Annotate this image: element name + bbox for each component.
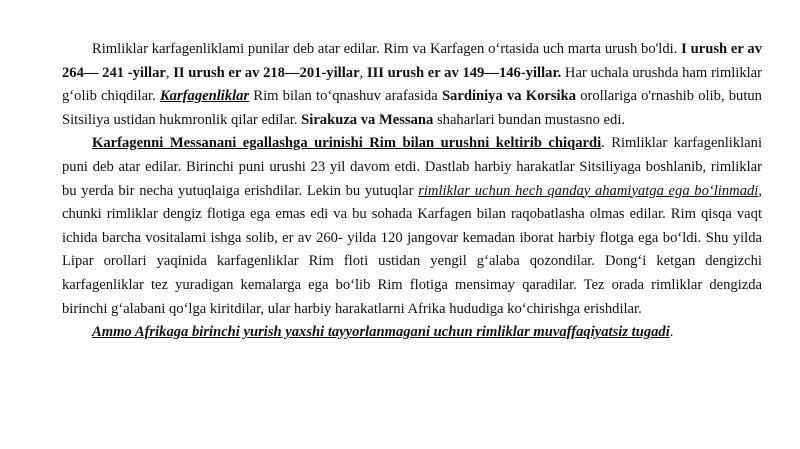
messana-cause-heading: Karfagenni Messanani egallashga urinishi Rim bilan urushni keltirib chiqardi <box>92 135 602 152</box>
context-text: Rim bilan to‘qnashuv arafasida <box>249 88 442 105</box>
second-war-dates: II urush er av 218—201-yillar <box>173 64 360 81</box>
document-page <box>62 38 762 345</box>
fleet-text: , chunki rimliklar dengiz flotiga ega emas edi va bu sohada Karfagen bilan raqobatlasha olmas edilar. Rim qisqa vaqt ichida barcha vositalami ishga solib, er av 260- yilda 120 jangovar kemadan iborat harbiy flotga ega bo‘ldi. Shu yilda Lipar orollari yaqinida karfagenliklar Rim floti ustidan yengil g‘alaba qozondilar. Dong‘i ketgan dengizchi karfagenliklar tez yuradigan kemalarga ega bo‘lib Rim flotiga mensimay qaradilar. Tez orada rimliklar dengizda birinchi g‘alabani qo‘lga kiritdilar, ular harbiy harakatlarni Afrika hududiga ko‘chirishga erishdilar. <box>62 182 763 317</box>
paragraph-punic-wars-intro <box>62 38 762 132</box>
karfagenliklar-term: Karfagenliklar <box>159 88 250 105</box>
africa-failure-statement: Ammo Afrikaga birinchi yurish yaxshi tayyorlanmagani uchun rimliklar muvaffaqiyatsiz tugadi <box>92 324 670 341</box>
third-war-dates: III urush er av 149—146-yillar. <box>366 64 562 81</box>
intro-text: Rimliklar karfagenliklami punilar deb atar edilar. Rim va Karfagen o‘rtasida uch marta urush bo'ldi. <box>92 41 682 57</box>
separator: , <box>359 64 367 81</box>
sicily-text: orollariga o'rnashib olib, butun Sitsiliya ustidan hukmronlik qilar edilar. <box>62 88 762 128</box>
first-war-dates: I urush er av 264— 241 -yillar <box>62 41 762 81</box>
closing-period: . <box>669 324 674 341</box>
no-significance-phrase: rimliklar uchun hech qanday ahamiyatga ega bo‘linmadi <box>418 182 759 199</box>
syracuse-messana-term: Sirakuza va Messana <box>301 111 434 128</box>
victory-text: Har uchala urushda ham rimliklar g‘olib chiqdilar. <box>62 64 763 105</box>
separator: , <box>165 64 174 81</box>
sardinia-corsica-term: Sardiniya va Korsika <box>441 88 577 105</box>
exception-text: shaharlari bundan mustasno edi. <box>433 111 626 128</box>
first-war-text: . Rimliklar karfagenliklani puni deb atar edilar. Birinchi puni urushi 23 yil davom etdi. Dastlab harbiy harakatlar Sitsiliyaga boshlanib, rimliklar bu yerda bir necha yutuqlaiga erishdilar. Lekin bu yutuqlar <box>62 135 763 199</box>
paragraph-africa-campaign <box>62 321 762 345</box>
paragraph-first-punic-war <box>62 132 762 321</box>
